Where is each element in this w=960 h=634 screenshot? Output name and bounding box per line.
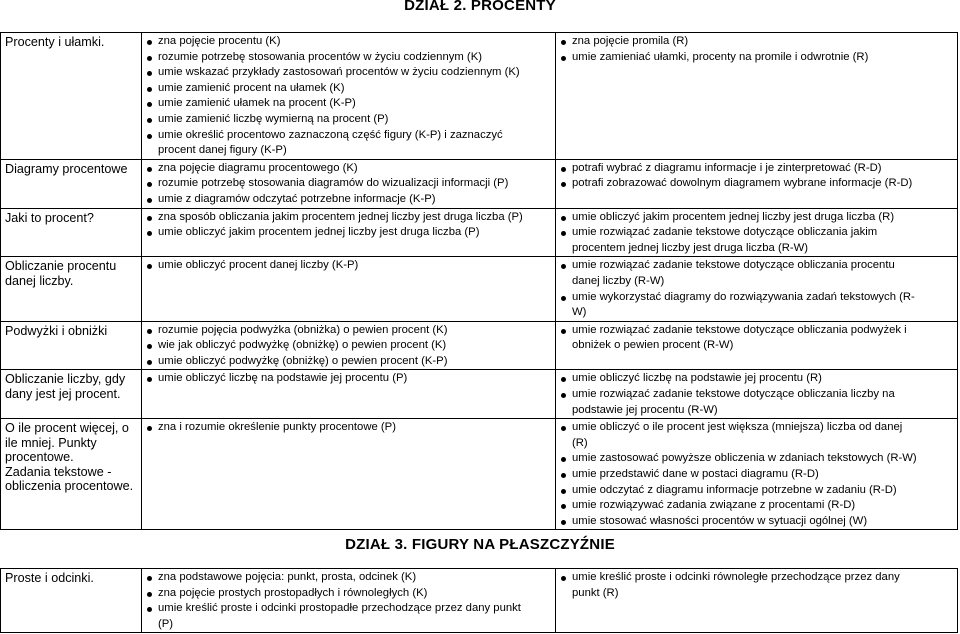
list-item: umie z diagramów odczytać potrzebne informacje (K-P) [146,192,551,208]
list-item-continuation: podstawie jej procentu (R-W) [572,403,718,416]
list-item-continuation: procent danej figury (K-P) [158,144,287,157]
extended-requirements-cell [556,257,958,321]
list-item: umie kreślić proste i odcinki równoległe przechodzące przez dany [560,570,953,586]
list-item: zna pojęcie promila (R) [560,34,953,50]
topic-label: Podwyżki i obniżki [5,323,108,338]
list-item: wie jak obliczyć podwyżkę (obniżkę) o pewien procent (K) [146,338,551,354]
list-item: zna i rozumie określenie punkty procentowe (P) [146,420,551,436]
topic-label: Proste i odcinki. [5,571,94,585]
table-row [1,257,958,321]
basic-requirements-cell [142,569,556,633]
list-item: umie obliczyć procent danej liczby (K-P) [146,258,551,274]
basic-requirements-cell [142,370,556,419]
table-row [1,569,958,633]
list-item-continuation: danej liczby (R-W) [572,274,665,287]
list-item: umie obliczyć o ile procent jest większa (mniejsza) liczba od danej [560,420,953,436]
list-item: umie obliczyć liczbę na podstawie jej procentu (R) [560,371,953,387]
list-item-continuation: procentem jednej liczby jest druga liczba (R-W) [572,241,809,254]
section-title-procenty: DZIAŁ 2. PROCENTY [404,0,556,14]
topic-label: O ile procent więcej, o ile mniej. Punkty procentowe. [5,421,129,465]
basic-requirements-cell [142,257,556,321]
list-item: umie rozwiązywać zadania związane z procentami (R-D) [560,498,953,514]
extended-requirements-cell [556,370,958,419]
topic-cell [1,569,142,633]
topic-cell [1,159,142,208]
list-item-continuation: (R) [572,436,588,449]
table-row [1,159,958,208]
list-item: zna pojęcie procentu (K) [146,34,551,50]
basic-requirements-cell [142,159,556,208]
list-item: umie obliczyć jakim procentem jednej liczby jest druga liczba (P) [146,225,551,241]
list-item: umie zamienić ułamek na procent (K-P) [146,96,551,112]
extended-requirements-cell [556,33,958,160]
topic-label: Procenty i ułamki. [5,35,105,49]
extended-requirements-cell [556,419,958,530]
extended-requirements-cell [556,208,958,257]
topic-label: Zadania tekstowe - obliczenia procentowe. [5,464,134,494]
list-item: zna pojęcie diagramu procentowego (K) [146,161,551,177]
list-item: rozumie potrzebę stosowania diagramów do wizualizacji informacji (P) [146,176,551,192]
extended-requirements-cell [556,569,958,633]
basic-requirements-cell [142,208,556,257]
list-item: rozumie pojęcia podwyżka (obniżka) o pewien procent (K) [146,323,551,339]
list-item: umie stosować własności procentów w sytuacji ogólnej (W) [560,514,953,530]
list-item: umie rozwiązać zadanie tekstowe dotyczące obliczania liczby na [560,387,953,403]
list-item-continuation: W) [572,306,587,319]
list-item: umie obliczyć jakim procentem jednej liczby jest druga liczba (R) [560,210,953,226]
topic-label: Obliczanie procentu danej liczby. [5,259,117,288]
topic-cell [1,419,142,530]
list-item: rozumie potrzebę stosowania procentów w życiu codziennym (K) [146,50,551,66]
table-row [1,208,958,257]
table-row [1,370,958,419]
topic-cell [1,208,142,257]
requirements-table-figury [0,568,958,633]
extended-requirements-cell [556,321,958,370]
list-item: umie obliczyć liczbę na podstawie jej procentu (P) [146,371,551,387]
list-item: zna pojęcie prostych prostopadłych i równoległych (K) [146,586,551,602]
basic-requirements-cell [142,321,556,370]
list-item: umie zamieniać ułamki, procenty na promile i odwrotnie (R) [560,50,953,66]
list-item: umie odczytać z diagramu informacje potrzebne w zadaniu (R-D) [560,483,953,499]
list-item: umie zamienić liczbę wymierną na procent (P) [146,112,551,128]
list-item-continuation: (P) [158,617,174,630]
table-row [1,321,958,370]
list-item: umie przedstawić dane w postaci diagramu (R-D) [560,467,953,483]
list-item: umie zastosować powyższe obliczenia w zdaniach tekstowych (R-W) [560,451,953,467]
list-item: umie określić procentowo zaznaczoną część figury (K-P) i zaznaczyć [146,128,551,144]
section-title-figury: DZIAŁ 3. FIGURY NA PŁASZCZYŹNIE [345,536,615,553]
extended-requirements-cell [556,159,958,208]
list-item: umie zamienić procent na ułamek (K) [146,81,551,97]
list-item: zna podstawowe pojęcia: punkt, prosta, odcinek (K) [146,570,551,586]
table-row [1,419,958,530]
list-item: umie kreślić proste i odcinki prostopadłe przechodzące przez dany punkt [146,601,551,617]
topic-cell [1,33,142,160]
topic-cell [1,321,142,370]
list-item: umie rozwiązać zadanie tekstowe dotyczące obliczania podwyżek i [560,323,953,339]
list-item: umie rozwiązać zadanie tekstowe dotyczące obliczania jakim [560,225,953,241]
list-item: potrafi wybrać z diagramu informacje i je zinterpretować (R-D) [560,161,953,177]
list-item: zna sposób obliczania jakim procentem jednej liczby jest druga liczba (P) [146,210,551,226]
topic-cell [1,370,142,419]
table-row [1,33,958,160]
list-item-continuation: obniżek o pewien procent (R-W) [572,339,734,352]
list-item: umie obliczyć podwyżkę (obniżkę) o pewien procent (K-P) [146,354,551,370]
topic-label: Jaki to procent? [5,210,94,225]
list-item: umie wykorzystać diagramy do rozwiązywania zadań tekstowych (R- [560,290,953,306]
basic-requirements-cell [142,419,556,530]
requirements-table-procenty [0,32,958,530]
list-item: umie wskazać przykłady zastosowań procentów w życiu codziennym (K) [146,65,551,81]
topic-label: Obliczanie liczby, gdy dany jest jej procent. [5,372,126,401]
basic-requirements-cell [142,33,556,160]
topic-cell [1,257,142,321]
list-item: umie rozwiązać zadanie tekstowe dotyczące obliczania procentu [560,258,953,274]
list-item-continuation: punkt (R) [572,586,619,599]
topic-label: Diagramy procentowe [5,161,128,176]
list-item: potrafi zobrazować dowolnym diagramem wybrane informacje (R-D) [560,176,953,192]
